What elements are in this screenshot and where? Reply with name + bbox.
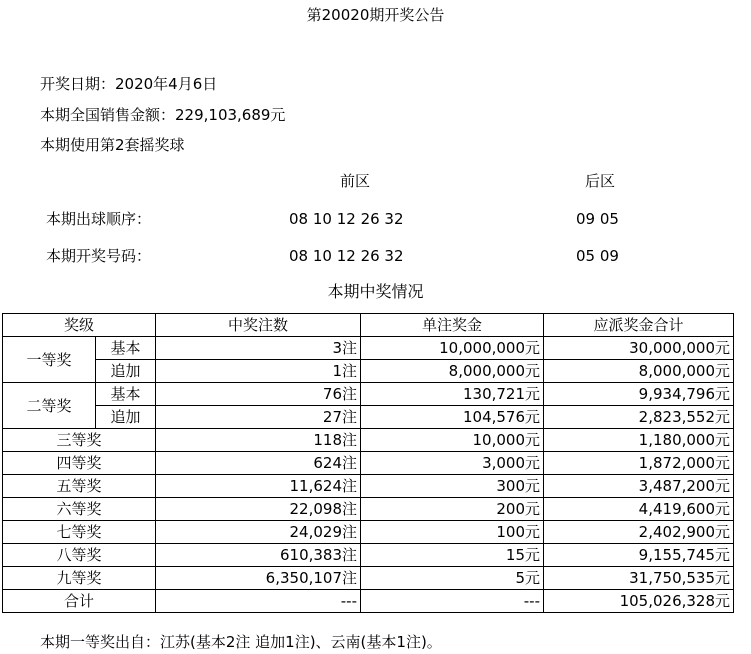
ball-set: 本期使用第2套摇奖球 — [40, 136, 185, 154]
header-single: 单注奖金 — [361, 314, 544, 337]
winning-label: 本期开奖号码： — [46, 247, 152, 265]
total-prize: 105,026,328元 — [544, 590, 734, 613]
single-prize: 300元 — [361, 475, 544, 498]
page-title: 第20020期开奖公告 — [306, 6, 445, 24]
table-row — [3, 475, 734, 498]
prize-sub-label: 追加 — [96, 406, 156, 429]
winner-count: 6,350,107注 — [156, 567, 361, 590]
header-count: 中奖注数 — [156, 314, 361, 337]
prize-level-name: 三等奖 — [3, 429, 156, 452]
prize-sub-label: 基本 — [96, 337, 156, 360]
prize-level-name: 五等奖 — [3, 475, 156, 498]
single-prize: 3,000元 — [361, 452, 544, 475]
single-prize: 5元 — [361, 567, 544, 590]
prize-level-name: 六等奖 — [3, 498, 156, 521]
prize-level-name: 四等奖 — [3, 452, 156, 475]
single-prize: 10,000元 — [361, 429, 544, 452]
total-prize: 1,872,000元 — [544, 452, 734, 475]
total-prize: 30,000,000元 — [544, 337, 734, 360]
first-prize-origin: 本期一等奖出自：江苏(基本2注 追加1注)、云南(基本1注)。 — [40, 633, 442, 651]
prize-table — [2, 313, 734, 613]
total-prize: 31,750,535元 — [544, 567, 734, 590]
order-label: 本期出球顺序： — [46, 210, 152, 228]
prize-level-name: 合计 — [3, 590, 156, 613]
single-prize: --- — [361, 590, 544, 613]
prize-level-name: 二等奖 — [3, 383, 96, 429]
winner-count: --- — [156, 590, 361, 613]
winner-count: 1注 — [156, 360, 361, 383]
order-back-numbers: 09 05 — [576, 210, 619, 228]
winner-count: 24,029注 — [156, 521, 361, 544]
table-row — [3, 544, 734, 567]
table-row — [3, 452, 734, 475]
total-prize: 8,000,000元 — [544, 360, 734, 383]
prize-level-name: 七等奖 — [3, 521, 156, 544]
winner-count: 76注 — [156, 383, 361, 406]
order-front-numbers: 08 10 12 26 32 — [289, 210, 404, 228]
table-row — [3, 521, 734, 544]
prize-section-title: 本期中奖情况 — [327, 282, 424, 301]
single-prize: 130,721元 — [361, 383, 544, 406]
prize-sub-label: 基本 — [96, 383, 156, 406]
single-prize: 104,576元 — [361, 406, 544, 429]
single-prize: 100元 — [361, 521, 544, 544]
total-prize: 4,419,600元 — [544, 498, 734, 521]
table-row — [3, 383, 734, 406]
table-row — [3, 429, 734, 452]
winner-count: 22,098注 — [156, 498, 361, 521]
table-row — [3, 498, 734, 521]
total-prize: 3,487,200元 — [544, 475, 734, 498]
total-prize: 9,934,796元 — [544, 383, 734, 406]
draw-date: 开奖日期：2020年4月6日 — [40, 75, 218, 93]
single-prize: 15元 — [361, 544, 544, 567]
winner-count: 3注 — [156, 337, 361, 360]
winner-count: 610,383注 — [156, 544, 361, 567]
winning-front-numbers: 08 10 12 26 32 — [289, 247, 404, 265]
total-prize: 1,180,000元 — [544, 429, 734, 452]
total-prize: 9,155,745元 — [544, 544, 734, 567]
winner-count: 11,624注 — [156, 475, 361, 498]
prize-level-name: 一等奖 — [3, 337, 96, 383]
prize-level-name: 八等奖 — [3, 544, 156, 567]
single-prize: 200元 — [361, 498, 544, 521]
winner-count: 624注 — [156, 452, 361, 475]
table-row-total — [3, 590, 734, 613]
single-prize: 8,000,000元 — [361, 360, 544, 383]
winning-back-numbers: 05 09 — [576, 247, 619, 265]
table-header-row — [3, 314, 734, 337]
back-zone-header: 后区 — [584, 172, 615, 190]
table-row — [3, 406, 734, 429]
header-total: 应派奖金合计 — [544, 314, 734, 337]
table-row — [3, 567, 734, 590]
sales-amount: 本期全国销售金额：229,103,689元 — [40, 106, 286, 124]
table-row — [3, 337, 734, 360]
winner-count: 27注 — [156, 406, 361, 429]
winner-count: 118注 — [156, 429, 361, 452]
header-level: 奖级 — [3, 314, 156, 337]
table-row — [3, 360, 734, 383]
prize-sub-label: 追加 — [96, 360, 156, 383]
prize-level-name: 九等奖 — [3, 567, 156, 590]
total-prize: 2,402,900元 — [544, 521, 734, 544]
total-prize: 2,823,552元 — [544, 406, 734, 429]
single-prize: 10,000,000元 — [361, 337, 544, 360]
front-zone-header: 前区 — [339, 172, 370, 190]
